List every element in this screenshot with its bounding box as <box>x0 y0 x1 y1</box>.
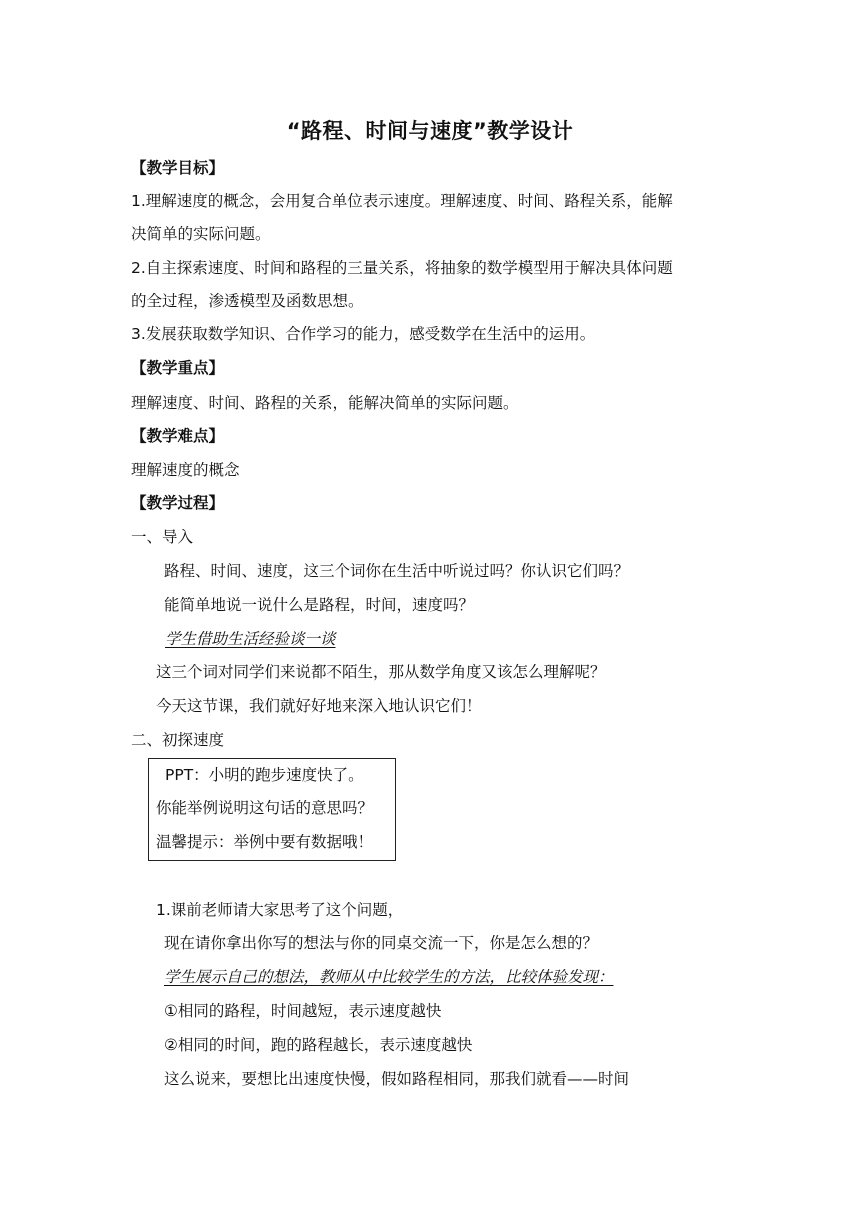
key-text: 理解速度、时间、路程的关系，能解决简单的实际问题。 <box>131 394 519 412</box>
explore-question-1-sub: 现在请你拿出你写的想法与你的同桌交流一下，你是怎么想的？ <box>164 934 599 952</box>
intro-paragraph-1: 路程、时间、速度，这三个词你在生活中听说过吗？你认识它们吗？ <box>164 562 630 580</box>
explore-heading: 二、初探速度 <box>131 731 225 749</box>
goal-2-line-2: 的全过程，渗透模型及函数思想。 <box>131 292 364 310</box>
goals-heading: 【教学目标】 <box>131 159 225 177</box>
document-title: “路程、时间与速度”教学设计 <box>286 119 574 143</box>
explore-question-1: 1.课前老师请大家思考了这个问题， <box>156 901 404 919</box>
goal-1-line-2: 决简单的实际问题。 <box>131 225 271 243</box>
ppt-box-line-1: PPT：小明的跑步速度快了。 <box>165 766 364 784</box>
explore-student-note: 学生展示自己的想法，教师从中比较学生的方法，比较体验发现： <box>164 968 614 986</box>
intro-paragraph-2: 能简单地说一说什么是路程，时间，速度吗？ <box>164 596 475 614</box>
intro-heading: 一、导入 <box>131 528 194 546</box>
difficult-text: 理解速度的概念 <box>131 461 240 479</box>
finding-item-1: ①相同的路程，时间越短，表示速度越快 <box>164 1002 442 1020</box>
intro-paragraph-4: 今天这节课，我们就好好地来深入地认识它们！ <box>156 697 482 715</box>
explore-conclusion: 这么说来，要想比出速度快慢，假如路程相同，那我们就看——时间 <box>164 1070 630 1088</box>
goal-1-line-1: 1.理解速度的概念，会用复合单位表示速度。理解速度、时间、路程关系，能解 <box>131 192 673 210</box>
intro-paragraph-3: 这三个词对同学们来说都不陌生，那从数学角度又该怎么理解呢？ <box>156 663 606 681</box>
goal-2-line-1: 2.自主探索速度、时间和路程的三量关系，将抽象的数学模型用于解决具体问题 <box>131 259 673 277</box>
difficult-heading: 【教学难点】 <box>131 427 225 445</box>
goal-3: 3.发展获取数学知识、合作学习的能力，感受数学在生活中的运用。 <box>131 325 596 343</box>
key-heading: 【教学重点】 <box>131 359 225 377</box>
ppt-box-line-2: 你能举例说明这句话的意思吗？ <box>156 799 374 817</box>
intro-student-note: 学生借助生活经验谈一谈 <box>165 630 336 648</box>
process-heading: 【教学过程】 <box>131 494 225 512</box>
finding-item-2: ②相同的时间，跑的路程越长，表示速度越快 <box>164 1036 473 1054</box>
ppt-box-line-3: 温馨提示：举例中要有数据哦！ <box>156 833 374 851</box>
